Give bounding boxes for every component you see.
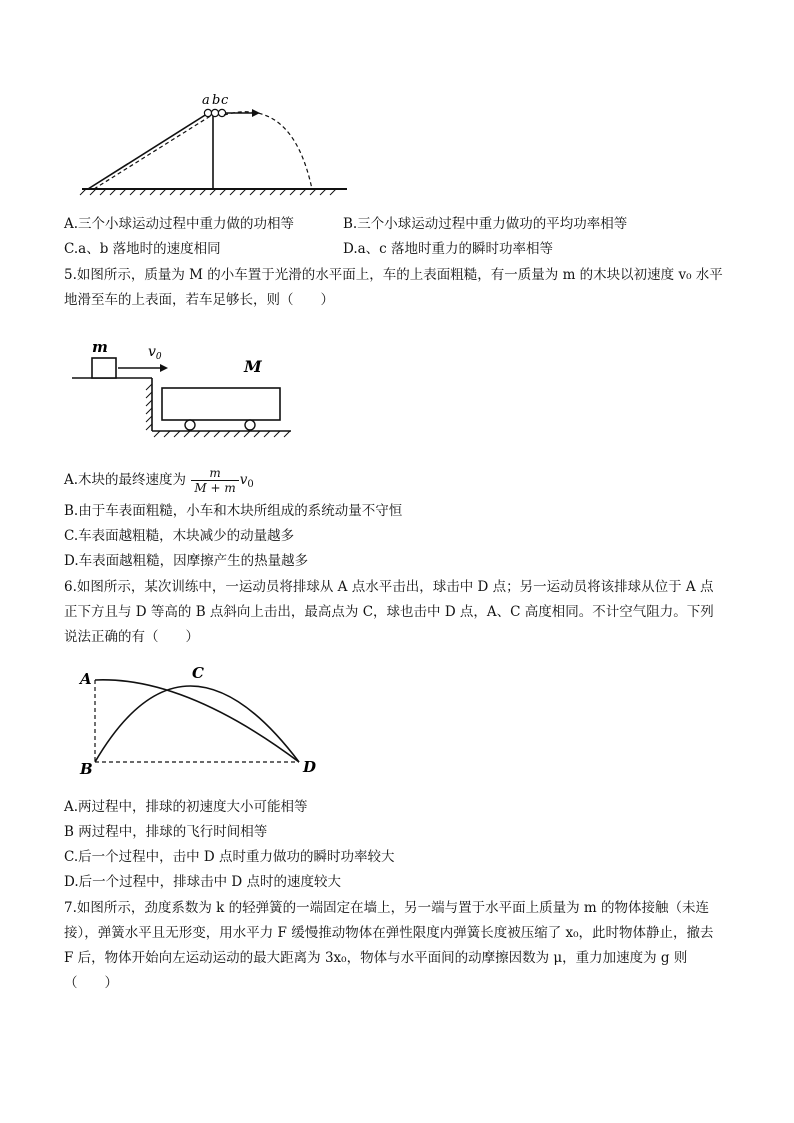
q5-option-a-fraction: $\frac{m}{M + m}$ bbox=[191, 466, 238, 495]
incline-dashed-path bbox=[94, 115, 212, 189]
ball-b bbox=[211, 109, 218, 116]
q6-figure bbox=[74, 660, 334, 780]
q5-option-a-prefix: A.木块的最终速度为 bbox=[64, 472, 187, 488]
projectile-dashed-path bbox=[224, 112, 312, 189]
q5-option-a: A.木块的最终速度为 $\frac{m}{M + m}$ $v_0$ bbox=[64, 466, 254, 495]
q6-option-a: A.两过程中，排球的初速度大小可能相等 bbox=[64, 799, 308, 815]
q6-stem-line-3: 说法正确的有（ ） bbox=[64, 629, 199, 645]
v0-label: $v_0$ bbox=[148, 344, 162, 362]
q4-option-b: B.三个小球运动过程中重力做功的平均功率相等 bbox=[343, 216, 628, 232]
point-A-label: A bbox=[80, 670, 92, 688]
q5-stem-line-2: 地滑至车的上表面，若车足够长，则（ ） bbox=[64, 292, 334, 308]
q6-option-b: B 两过程中，排球的飞行时间相等 bbox=[64, 824, 268, 840]
q6-stem-line-2: 正下方且与 D 等高的 B 点斜向上击出，最高点为 C，球也击中 D 点，A、C 高度相同。不计空气阻力。下列 bbox=[64, 604, 714, 620]
q4-figure bbox=[62, 88, 352, 198]
ball-label-b: b bbox=[212, 93, 221, 108]
q6-option-c: C.后一个过程中，击中 D 点时重力做功的瞬时功率较大 bbox=[64, 849, 395, 865]
ball-a bbox=[204, 109, 211, 116]
cart-M-label: M bbox=[244, 357, 262, 376]
q4-option-c: C.a、b 落地时的速度相同 bbox=[64, 241, 221, 257]
ball-label-c: c bbox=[221, 93, 229, 108]
block-m bbox=[92, 358, 116, 378]
q4-option-d: D.a、c 落地时重力的瞬时功率相等 bbox=[343, 241, 554, 257]
block-m-label: m bbox=[92, 338, 108, 356]
q5-stem-line-1: 5.如图所示，质量为 M 的小车置于光滑的水平面上，车的上表面粗糙，有一质量为 m 的木块以初速度 v₀ 水平 bbox=[64, 267, 723, 283]
q5-figure bbox=[66, 326, 296, 438]
q6-stem-line-1: 6.如图所示，某次训练中，一运动员将排球从 A 点水平击出，球击中 D 点；另一运动员将该排球从位于 A 点 bbox=[64, 579, 714, 595]
q7-stem-line-3: F 后，物体开始向左运动运动的最大距离为 3x₀，物体与水平面间的动摩擦因数为 μ，重力加速度为 g 则 bbox=[64, 950, 688, 966]
ball-c bbox=[218, 109, 225, 116]
trajectory-B-to-D bbox=[95, 686, 299, 762]
q7-stem-line-2: 接），弹簧水平且无形变，用水平力 F 缓慢推动物体在弹性限度内弹簧长度被压缩了 x₀，此时物体静止，撤去 bbox=[64, 925, 714, 941]
q4-option-a: A.三个小球运动过程中重力做的功相等 bbox=[64, 216, 295, 232]
q6-option-d: D.后一个过程中，排球击中 D 点时的速度较大 bbox=[64, 874, 342, 890]
point-B-label: B bbox=[80, 760, 93, 778]
q7-stem-line-4: （ ） bbox=[64, 975, 118, 991]
q5-option-c: C.车表面越粗糙，木块减少的动量越多 bbox=[64, 528, 295, 544]
incline-line bbox=[88, 112, 210, 189]
q7-stem-line-1: 7.如图所示，劲度系数为 k 的轻弹簧的一端固定在墙上，另一端与置于水平面上质量为 m 的物体接触（未连 bbox=[64, 900, 710, 916]
ball-label-a: a bbox=[202, 93, 210, 108]
trajectory-A-to-D bbox=[95, 680, 299, 762]
q5-option-d: D.车表面越粗糙，因摩擦产生的热量越多 bbox=[64, 553, 309, 569]
point-D-label: D bbox=[303, 758, 317, 776]
point-C-label: C bbox=[192, 664, 204, 682]
q5-option-b: B.由于车表面粗糙，小车和木块所组成的系统动量不守恒 bbox=[64, 503, 403, 519]
cart-M bbox=[162, 388, 280, 420]
